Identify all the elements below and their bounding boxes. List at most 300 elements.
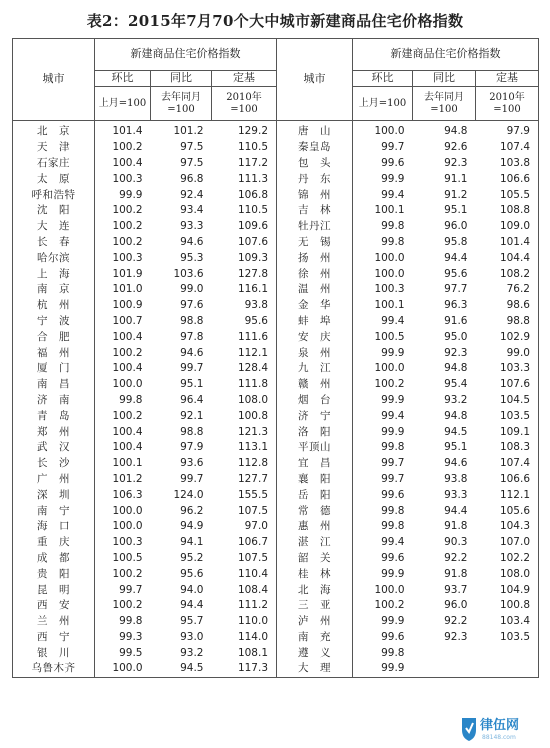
mom-right-cell: 99.9 — [353, 661, 413, 677]
fixed-right-cell: 98.8 — [476, 314, 539, 330]
table-row — [13, 519, 539, 535]
fixed-left-cell: 110.5 — [212, 140, 277, 156]
mom-left-cell: 100.3 — [95, 535, 151, 551]
city-header-right: 城市 — [277, 39, 353, 121]
yoy-left-cell: 93.4 — [180, 204, 204, 217]
fixed-left-cell: 109.3 — [212, 250, 277, 266]
mom-left-cell: 99.5 — [95, 645, 151, 661]
yoy-right-cell: 95.8 — [444, 235, 468, 248]
yoy-right-cell: 91.6 — [444, 314, 468, 327]
fixed-right-cell: 98.6 — [476, 298, 539, 314]
yoy-right-cell: 94.8 — [444, 125, 468, 138]
city-left-cell: 大 连 — [13, 219, 95, 235]
mom-left-cell: 100.2 — [95, 140, 151, 156]
fixed-right-cell: 99.0 — [476, 345, 539, 361]
mom-left-cell: 100.7 — [95, 314, 151, 330]
city-right-cell: 南 充 — [277, 630, 353, 646]
yoy-right-cell: 94.8 — [444, 409, 468, 422]
city-left-cell: 南 京 — [13, 282, 95, 298]
yoy-right-cell: 96.0 — [444, 220, 468, 233]
yoy-right-cell: 94.6 — [444, 457, 468, 470]
mom-left-cell: 106.3 — [95, 487, 151, 503]
mom-right-cell: 100.3 — [374, 283, 405, 296]
city-right-cell: 北 海 — [277, 582, 353, 598]
mom-right-cell: 99.8 — [381, 441, 405, 454]
city-right-cell: 泸 州 — [277, 614, 353, 630]
city-right-cell: 唐 山 — [277, 121, 353, 140]
fixed-right-cell: 107.6 — [476, 377, 539, 393]
yoy-left-cell: 92.4 — [180, 188, 204, 201]
table-row — [13, 250, 539, 266]
yoy-base-right: 去年同月=100 — [413, 87, 476, 121]
fixed-left-cell: 97.0 — [212, 519, 277, 535]
city-left-cell: 乌鲁木齐 — [13, 661, 95, 677]
yoy-left-cell: 99.7 — [180, 362, 204, 375]
city-left-cell: 银 川 — [13, 645, 95, 661]
fixed-right-cell: 102.9 — [476, 329, 539, 345]
table-row — [13, 121, 539, 140]
city-left-cell: 青 岛 — [13, 408, 95, 424]
fixed-left-cell: 111.2 — [212, 598, 277, 614]
city-left-cell: 上 海 — [13, 266, 95, 282]
fixed-right-cell: 108.8 — [476, 203, 539, 219]
yoy-right-cell: 94.5 — [444, 425, 468, 438]
city-left-cell: 宁 波 — [13, 314, 95, 330]
city-left-cell: 长 沙 — [13, 456, 95, 472]
city-right-cell: 金 华 — [277, 298, 353, 314]
fixed-left-cell: 107.5 — [212, 551, 277, 567]
mom-right-cell: 100.0 — [374, 267, 405, 280]
fixed-left-cell: 93.8 — [212, 298, 277, 314]
city-left-cell: 南 昌 — [13, 377, 95, 393]
city-left-cell: 深 圳 — [13, 487, 95, 503]
city-right-cell: 赣 州 — [277, 377, 353, 393]
mom-right-cell: 99.8 — [381, 235, 405, 248]
mom-base-right: 上月=100 — [353, 87, 413, 121]
mom-left-cell: 100.2 — [95, 235, 151, 251]
city-left-cell: 南 宁 — [13, 503, 95, 519]
yoy-left-cell: 97.6 — [180, 299, 204, 312]
city-left-cell: 沈 阳 — [13, 203, 95, 219]
mom-right-cell: 99.4 — [381, 314, 405, 327]
city-left-cell: 成 都 — [13, 551, 95, 567]
table-row — [13, 503, 539, 519]
city-left-cell: 厦 门 — [13, 361, 95, 377]
yoy-right-cell: 92.2 — [444, 551, 468, 564]
mom-left-cell: 100.2 — [95, 566, 151, 582]
fixed-left-cell: 117.3 — [212, 661, 277, 677]
table-row — [13, 203, 539, 219]
fixed-left-cell: 100.8 — [212, 408, 277, 424]
table-row — [13, 598, 539, 614]
yoy-left-cell: 94.9 — [180, 520, 204, 533]
fixed-right-cell: 104.5 — [476, 393, 539, 409]
mom-left-cell: 101.0 — [95, 282, 151, 298]
mom-left-cell: 101.9 — [95, 266, 151, 282]
mom-right-cell: 99.6 — [381, 488, 405, 501]
yoy-left-cell: 92.1 — [180, 409, 204, 422]
mom-right-cell: 99.8 — [381, 504, 405, 517]
fixed-right-cell: 108.3 — [476, 440, 539, 456]
fixed-right-cell: 106.6 — [476, 472, 539, 488]
mom-left-cell: 100.3 — [95, 171, 151, 187]
yoy-left-cell: 94.1 — [180, 536, 204, 549]
fixed-left-cell: 109.6 — [212, 219, 277, 235]
table-row — [13, 235, 539, 251]
city-right-cell: 泉 州 — [277, 345, 353, 361]
city-right-cell: 宜 昌 — [277, 456, 353, 472]
fixed-left-cell: 111.8 — [212, 377, 277, 393]
yoy-right-cell: 91.2 — [444, 188, 468, 201]
yoy-left-cell: 99.7 — [180, 472, 204, 485]
city-right-cell: 温 州 — [277, 282, 353, 298]
table-row — [13, 535, 539, 551]
mom-right-cell: 99.4 — [381, 536, 405, 549]
mom-right-cell: 99.4 — [381, 188, 405, 201]
table-row — [13, 156, 539, 172]
city-left-cell: 武 汉 — [13, 440, 95, 456]
yoy-left-cell: 94.5 — [151, 661, 212, 677]
fixed-right-cell: 101.4 — [476, 235, 539, 251]
fixed-right-cell: 103.4 — [476, 614, 539, 630]
mom-left-cell: 100.0 — [95, 377, 151, 393]
shield-icon — [462, 718, 476, 741]
table-row — [13, 329, 539, 345]
city-left-cell: 贵 阳 — [13, 566, 95, 582]
mom-left-cell: 99.3 — [95, 630, 151, 646]
table-row — [13, 377, 539, 393]
mom-right-cell: 99.9 — [381, 567, 405, 580]
mom-left-cell: 100.5 — [95, 551, 151, 567]
table-row — [13, 630, 539, 646]
mom-left-cell: 100.2 — [95, 598, 151, 614]
fixed-base-right: 2010年=100 — [476, 87, 539, 121]
mom-left-cell: 99.8 — [95, 614, 151, 630]
yoy-right-cell: 92.3 — [444, 346, 468, 359]
fixed-right-cell: 103.5 — [476, 408, 539, 424]
yoy-right-cell: 92.3 — [444, 156, 468, 169]
yoy-right-cell: 95.1 — [444, 441, 468, 454]
fixed-right-cell: 105.5 — [476, 187, 539, 203]
fixed-left-cell: 95.6 — [212, 314, 277, 330]
mom-left-cell: 100.2 — [95, 345, 151, 361]
yoy-left-cell: 96.4 — [180, 393, 204, 406]
city-right-cell: 韶 关 — [277, 551, 353, 567]
city-left-cell: 郑 州 — [13, 424, 95, 440]
city-left-cell: 太 原 — [13, 171, 95, 187]
city-left-cell: 哈尔滨 — [13, 250, 95, 266]
table-row — [13, 582, 539, 598]
mom-right-cell: 99.7 — [381, 457, 405, 470]
yoy-left-cell: 97.5 — [180, 141, 204, 154]
table-row — [13, 440, 539, 456]
city-right-cell: 惠 州 — [277, 519, 353, 535]
mom-left-cell: 100.3 — [95, 250, 151, 266]
city-left-cell: 兰 州 — [13, 614, 95, 630]
city-right-cell: 岳 阳 — [277, 487, 353, 503]
mom-right-cell: 100.0 — [374, 251, 405, 264]
city-right-cell: 牡丹江 — [277, 219, 353, 235]
fixed-left-cell: 106.7 — [212, 535, 277, 551]
city-left-cell: 西 安 — [13, 598, 95, 614]
yoy-left-cell: 124.0 — [173, 488, 204, 501]
yoy-left-cell: 97.5 — [180, 156, 204, 169]
mom-right-cell: 99.6 — [381, 156, 405, 169]
mom-right-cell: 99.9 — [381, 172, 405, 185]
city-right-cell: 平顶山 — [277, 440, 353, 456]
yoy-base-left: 去年同月=100 — [151, 87, 212, 121]
fixed-left-cell: 106.8 — [212, 187, 277, 203]
yoy-left-cell: 96.8 — [180, 172, 204, 185]
city-right-cell: 大 理 — [277, 661, 353, 677]
fixed-right-cell: 100.8 — [476, 598, 539, 614]
mom-left-cell: 100.1 — [95, 456, 151, 472]
yoy-right-cell — [413, 661, 476, 677]
city-left-cell: 合 肥 — [13, 329, 95, 345]
fixed-right-cell: 103.8 — [476, 156, 539, 172]
mom-left-cell: 100.2 — [95, 408, 151, 424]
mom-right-cell: 100.0 — [374, 362, 405, 375]
yoy-right-cell: 95.4 — [444, 378, 468, 391]
mom-left-cell: 100.4 — [95, 329, 151, 345]
yoy-left-cell: 103.6 — [173, 267, 204, 280]
fixed-right-cell: 104.3 — [476, 519, 539, 535]
city-right-cell: 济 宁 — [277, 408, 353, 424]
table-row — [13, 487, 539, 503]
table-row — [13, 408, 539, 424]
mom-right-cell: 99.8 — [381, 520, 405, 533]
fixed-right-cell: 76.2 — [476, 282, 539, 298]
mom-left-cell: 101.2 — [95, 472, 151, 488]
fixed-right-cell — [476, 661, 539, 677]
city-left-cell: 长 春 — [13, 235, 95, 251]
table-row — [13, 171, 539, 187]
mom-left-cell: 99.8 — [95, 393, 151, 409]
yoy-right-cell: 91.8 — [444, 520, 468, 533]
mom-right-cell: 99.7 — [381, 141, 405, 154]
fixed-left-cell: 108.0 — [212, 393, 277, 409]
city-left-cell: 福 州 — [13, 345, 95, 361]
city-left-cell: 广 州 — [13, 472, 95, 488]
yoy-right-cell: 90.3 — [444, 536, 468, 549]
fixed-left-cell: 127.8 — [212, 266, 277, 282]
mom-right-cell: 99.4 — [381, 409, 405, 422]
yoy-left-cell: 101.2 — [173, 125, 204, 138]
city-right-cell: 安 庆 — [277, 329, 353, 345]
city-left-cell: 杭 州 — [13, 298, 95, 314]
fixed-base-left: 2010年=100 — [212, 87, 277, 121]
mom-right-cell: 99.8 — [381, 220, 405, 233]
fixed-right-cell — [476, 645, 539, 661]
yoy-left-cell: 95.1 — [180, 378, 204, 391]
table-row — [13, 456, 539, 472]
yoy-right-cell: 91.8 — [444, 567, 468, 580]
mom-left-cell: 101.4 — [95, 121, 151, 140]
mom-right-cell: 99.6 — [381, 630, 405, 643]
yoy-right-cell: 92.3 — [444, 630, 468, 643]
yoy-left-cell: 95.7 — [180, 615, 204, 628]
city-left-cell: 济 南 — [13, 393, 95, 409]
yoy-right-cell: 93.7 — [444, 583, 468, 596]
yoy-left-cell: 98.8 — [180, 314, 204, 327]
city-right-cell: 蚌 埠 — [277, 314, 353, 330]
fixed-left-cell: 110.4 — [212, 566, 277, 582]
mom-left-cell: 100.4 — [95, 361, 151, 377]
watermark-logo — [458, 714, 544, 742]
yoy-right-cell: 96.0 — [444, 599, 468, 612]
fixed-right-cell: 104.4 — [476, 250, 539, 266]
mom-right-cell: 100.2 — [374, 599, 405, 612]
table-title: 表2：2015年7月70个大中城市新建商品住宅价格指数 — [86, 12, 464, 30]
mom-left-cell: 100.4 — [95, 424, 151, 440]
city-right-cell: 常 德 — [277, 503, 353, 519]
fixed-left-cell: 114.0 — [212, 630, 277, 646]
yoy-right-cell: 93.2 — [444, 393, 468, 406]
yoy-right-cell: 95.6 — [444, 267, 468, 280]
yoy-right-cell: 94.4 — [444, 251, 468, 264]
city-right-cell: 襄 阳 — [277, 472, 353, 488]
table-row — [13, 298, 539, 314]
mom-left-cell: 100.0 — [95, 519, 151, 535]
watermark-text: 律伍网 — [480, 718, 520, 733]
mom-right-cell: 99.6 — [381, 551, 405, 564]
fixed-left-cell: 121.3 — [212, 424, 277, 440]
price-index-table — [12, 38, 539, 678]
fixed-left-cell: 112.1 — [212, 345, 277, 361]
table-row — [13, 219, 539, 235]
fixed-right-cell: 108.2 — [476, 266, 539, 282]
city-right-cell: 扬 州 — [277, 250, 353, 266]
table-row — [13, 266, 539, 282]
mom-right-cell: 99.9 — [381, 425, 405, 438]
city-right-cell: 秦皇岛 — [277, 140, 353, 156]
yoy-right-cell: 94.8 — [444, 362, 468, 375]
mom-left-cell: 100.9 — [95, 298, 151, 314]
mom-header-right: 环比 — [353, 71, 413, 87]
mom-left-cell: 100.4 — [95, 440, 151, 456]
fixed-left-cell: 108.4 — [212, 582, 277, 598]
city-right-cell: 徐 州 — [277, 266, 353, 282]
table-row — [13, 393, 539, 409]
fixed-left-cell: 110.0 — [212, 614, 277, 630]
mom-right-cell: 100.1 — [374, 204, 405, 217]
yoy-left-cell: 96.2 — [180, 504, 204, 517]
fixed-right-cell: 107.4 — [476, 456, 539, 472]
table-row — [13, 472, 539, 488]
mom-right-cell: 99.9 — [381, 393, 405, 406]
mom-right-cell: 100.0 — [374, 125, 405, 138]
fixed-left-cell: 117.2 — [212, 156, 277, 172]
yoy-left-cell: 93.6 — [180, 457, 204, 470]
table-row — [13, 424, 539, 440]
watermark-sub: 88148.com — [482, 734, 516, 741]
table-row — [13, 645, 539, 661]
yoy-left-cell: 94.0 — [180, 583, 204, 596]
table-row — [13, 566, 539, 582]
city-right-cell: 锦 州 — [277, 187, 353, 203]
fixed-left-cell: 107.6 — [212, 235, 277, 251]
mom-left-cell: 100.0 — [95, 661, 151, 677]
yoy-left-cell: 97.9 — [180, 441, 204, 454]
yoy-left-cell: 97.8 — [180, 330, 204, 343]
table-header — [13, 39, 539, 121]
table-row — [13, 614, 539, 630]
mom-left-cell: 100.2 — [95, 219, 151, 235]
fixed-left-cell: 128.4 — [212, 361, 277, 377]
mom-left-cell: 100.2 — [95, 203, 151, 219]
yoy-right-cell — [413, 645, 476, 661]
fixed-right-cell: 103.3 — [476, 361, 539, 377]
city-right-cell: 桂 林 — [277, 566, 353, 582]
city-right-cell: 丹 东 — [277, 171, 353, 187]
yoy-header-right: 同比 — [413, 71, 476, 87]
fixed-right-cell: 102.2 — [476, 551, 539, 567]
yoy-right-cell: 92.6 — [444, 141, 468, 154]
table-body — [13, 121, 539, 678]
yoy-right-cell: 96.3 — [444, 299, 468, 312]
yoy-left-cell: 95.6 — [180, 567, 204, 580]
yoy-header-left: 同比 — [151, 71, 212, 87]
fixed-right-cell: 107.0 — [476, 535, 539, 551]
fixed-left-cell: 129.2 — [212, 121, 277, 140]
yoy-left-cell: 98.8 — [180, 425, 204, 438]
index-group-header-right: 新建商品住宅价格指数 — [353, 39, 539, 71]
fixed-left-cell: 116.1 — [212, 282, 277, 298]
city-left-cell: 西 宁 — [13, 630, 95, 646]
yoy-left-cell: 95.3 — [180, 251, 204, 264]
yoy-right-cell: 93.3 — [444, 488, 468, 501]
city-right-cell: 三 亚 — [277, 598, 353, 614]
mom-left-cell: 99.9 — [95, 187, 151, 203]
city-right-cell: 遵 义 — [277, 645, 353, 661]
fixed-left-cell: 127.7 — [212, 472, 277, 488]
fixed-right-cell: 103.5 — [476, 630, 539, 646]
mom-left-cell: 100.4 — [95, 156, 151, 172]
yoy-right-cell: 91.1 — [444, 172, 468, 185]
yoy-right-cell: 97.7 — [444, 283, 468, 296]
fixed-left-cell: 111.3 — [212, 171, 277, 187]
fixed-left-cell: 113.1 — [212, 440, 277, 456]
mom-right-cell: 100.0 — [374, 583, 405, 596]
city-left-cell: 昆 明 — [13, 582, 95, 598]
mom-left-cell: 100.0 — [95, 503, 151, 519]
table-row — [13, 282, 539, 298]
city-right-cell: 九 江 — [277, 361, 353, 377]
fixed-right-cell: 105.6 — [476, 503, 539, 519]
mom-base-left: 上月=100 — [95, 87, 151, 121]
yoy-right-cell: 92.2 — [444, 615, 468, 628]
fixed-right-cell: 97.9 — [476, 121, 539, 140]
city-left-cell: 石家庄 — [13, 156, 95, 172]
city-left-cell: 呼和浩特 — [13, 187, 95, 203]
yoy-left-cell: 93.0 — [180, 630, 204, 643]
yoy-right-cell: 94.4 — [444, 504, 468, 517]
mom-right-cell: 99.8 — [381, 646, 405, 659]
city-right-cell: 洛 阳 — [277, 424, 353, 440]
city-left-cell: 海 口 — [13, 519, 95, 535]
mom-right-cell: 99.7 — [381, 472, 405, 485]
fixed-right-cell: 112.1 — [476, 487, 539, 503]
index-group-header-left: 新建商品住宅价格指数 — [95, 39, 277, 71]
yoy-right-cell: 95.0 — [444, 330, 468, 343]
fixed-left-cell: 107.5 — [212, 503, 277, 519]
yoy-left-cell: 94.6 — [180, 235, 204, 248]
fixed-left-cell: 155.5 — [212, 487, 277, 503]
fixed-left-cell: 111.6 — [212, 329, 277, 345]
fixed-right-cell: 108.0 — [476, 566, 539, 582]
table-row — [13, 187, 539, 203]
table-row — [13, 661, 539, 677]
